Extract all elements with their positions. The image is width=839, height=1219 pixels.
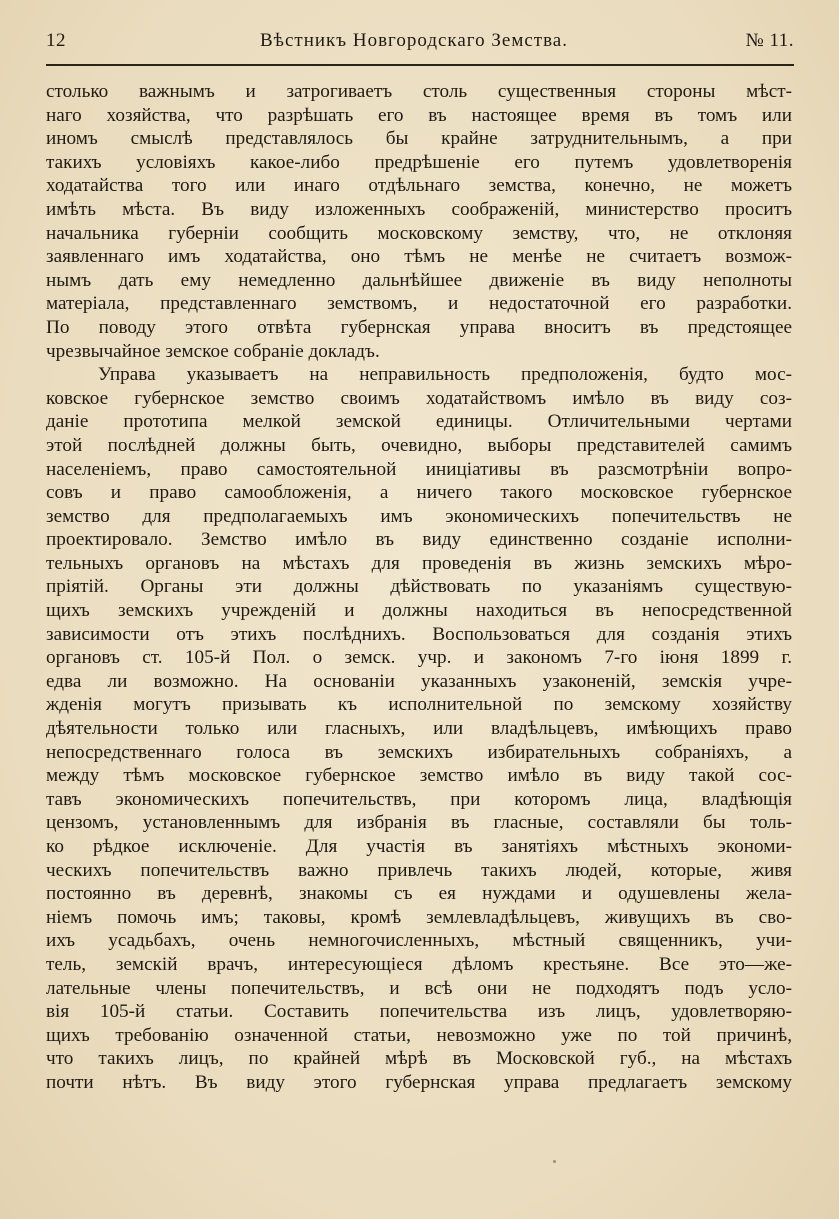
text-line: ческихъ попечительствъ важно привлечь такихъ людей, которые, живя	[46, 859, 792, 881]
text-line: тель, земскій врачъ, интересующіеся дѣломъ крестьяне. Все это—же-	[46, 953, 792, 975]
text-line: вія 105-й статьи. Составить попечительства изъ лицъ, удовлетворяю-	[46, 1001, 792, 1023]
text-line: ко рѣдкое исключеніе. Для участія въ занятіяхъ мѣстныхъ экономи-	[46, 836, 792, 857]
text-line: По поводу этого отвѣта губернская управа вноситъ въ предстоящее	[46, 316, 792, 338]
text-line: тавъ экономическихъ попечительствъ, при которомъ лица, владѣющія	[46, 788, 792, 810]
body-text	[46, 80, 792, 1095]
text-line: населеніемъ, право самостоятельной иниціативы въ разсмотрѣніи вопро-	[46, 458, 792, 480]
journal-title: Вѣстникъ Новгородскаго Земства.	[260, 30, 568, 51]
text-line: постоянно въ деревнѣ, знакомы съ ея нуждами и одушевлены жела-	[46, 883, 792, 905]
text-line: чрезвычайное земское собраніе докладъ.	[46, 340, 380, 362]
text-line: что такихъ лицъ, по крайней мѣрѣ въ Московской губ., на мѣстахъ	[46, 1048, 792, 1070]
text-line: наго хозяйства, что разрѣшать его въ настоящее время въ томъ или	[46, 104, 792, 126]
text-line: между тѣмъ московское губернское земство имѣло въ виду такой сос-	[46, 765, 792, 787]
text-line: совъ и право самообложенія, а ничего такого московское губернское	[46, 482, 792, 504]
text-line: нымъ дать ему немедленно дальнѣйшее движеніе въ виду неполноты	[46, 269, 792, 291]
text-line: проектировало. Земство имѣло въ виду единственно созданіе исполни-	[46, 529, 792, 551]
text-line: пріятій. Органы эти должны дѣйствовать по указаніямъ существую-	[46, 576, 792, 598]
text-line: почти нѣтъ. Въ виду этого губернская управа предлагаетъ земскому	[46, 1071, 792, 1093]
text-line: непосредственнаго голоса въ земскихъ избирательныхъ собраніяхъ, а	[46, 741, 792, 763]
text-line: даніе прототипа мелкой земской единицы. Отличительными чертами	[46, 411, 792, 433]
text-line: Управа указываетъ на неправильность предположенія, будто мос-	[98, 364, 792, 386]
text-line: лательные члены попечительствъ, и всѣ они не подходятъ подъ усло-	[46, 977, 792, 999]
text-line: ніемъ помочь имъ; таковы, кромѣ землевладѣльцевъ, живущихъ въ сво-	[46, 906, 792, 928]
paper-speck	[553, 1160, 556, 1163]
text-line: имѣть мѣста. Въ виду изложенныхъ соображеній, министерство проситъ	[46, 198, 792, 220]
text-line: щихъ земскихъ учрежденій и должны находиться въ непосредственной	[46, 600, 792, 622]
text-line: цензомъ, установленнымъ для избранія въ гласные, составляли бы толь-	[46, 812, 792, 834]
text-line: столько важнымъ и затрогиваетъ столь существенныя стороны мѣст-	[46, 81, 792, 102]
text-line: зависимости отъ этихъ послѣднихъ. Воспользоваться для созданія этихъ	[46, 623, 792, 645]
text-line: иномъ смыслѣ представлялось бы крайне затруднительнымъ, а при	[46, 128, 792, 150]
text-line: этой послѣдней должны быть, очевидно, выборы представителей самимъ	[46, 434, 792, 456]
text-line: ихъ усадьбахъ, очень немногочисленныхъ, мѣстный священникъ, учи-	[46, 930, 792, 952]
running-header	[46, 30, 794, 60]
text-line: тельныхъ органовъ на мѣстахъ для проведенія въ жизнь земскихъ мѣро-	[46, 552, 792, 574]
text-line: начальника губерніи сообщить московскому земству, что, не отклоняя	[46, 222, 792, 244]
header-rule	[46, 64, 794, 66]
text-line: ковское губернское земство своимъ ходатайствомъ имѣло въ виду соз-	[46, 387, 792, 409]
text-line: ходатайства того или инаго отдѣльнаго земства, конечно, не можетъ	[46, 175, 792, 197]
text-line: едва ли возможно. На основаніи указанныхъ узаконеній, земскія учре-	[46, 670, 792, 692]
text-line: щихъ требованію означенной статьи, невозможно уже по той причинѣ,	[46, 1024, 792, 1046]
text-line: такихъ условіяхъ какое-либо предрѣшеніе его путемъ удовлетворенія	[46, 151, 792, 173]
text-line: органовъ ст. 105-й Пол. о земск. учр. и закономъ 7-го іюня 1899 г.	[46, 647, 792, 669]
text-line: матеріала, представленнаго земствомъ, и недостаточной его разработки.	[46, 293, 792, 315]
page-number: 12	[46, 30, 66, 51]
text-line: дѣятельности только или гласныхъ, или владѣльцевъ, имѣющихъ право	[46, 718, 792, 740]
text-line: жденія могутъ призывать къ исполнительной по земскому хозяйству	[46, 694, 792, 716]
text-line: заявленнаго имъ ходатайства, оно тѣмъ не менѣе не считаетъ возмож-	[46, 246, 792, 268]
text-line: земство для предполагаемыхъ имъ экономическихъ попечительствъ не	[46, 505, 792, 527]
issue-number: № 11.	[745, 30, 794, 51]
